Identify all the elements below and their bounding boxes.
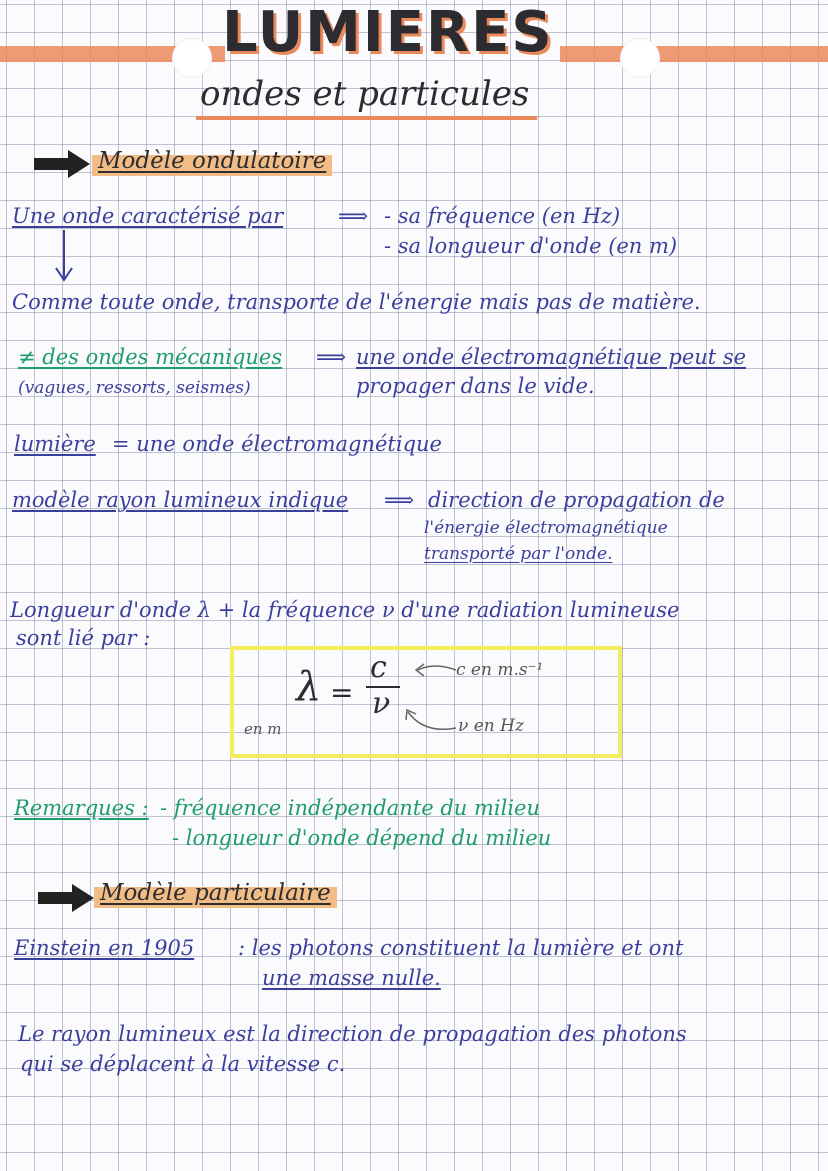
ray-model-label: modèle rayon lumineux indique xyxy=(12,488,349,512)
wave-prop-wavelength: - sa longueur d'onde (en m) xyxy=(384,234,678,258)
implies-arrow-icon: ⟹ xyxy=(316,345,347,369)
down-arrow-icon xyxy=(52,228,76,284)
remark-frequency: - fréquence indépendante du milieu xyxy=(160,796,540,820)
photon-ray-line1: Le rayon lumineux est la direction de propagation des photons xyxy=(18,1022,687,1046)
formula-denominator: ν xyxy=(372,686,391,721)
ray-def-line1: direction de propagation de xyxy=(428,488,725,512)
c-unit: c en m.s⁻¹ xyxy=(456,660,544,680)
formula-numerator: c xyxy=(370,650,387,685)
photon-ray-line2: qui se déplacent à la vitesse c. xyxy=(20,1052,346,1076)
remark-wavelength: - longueur d'onde dépend du milieu xyxy=(172,826,552,850)
light-definition: = une onde électromagnétique xyxy=(112,432,442,456)
page-subtitle: ondes et particules xyxy=(196,74,537,120)
unit-arrows-icon xyxy=(404,656,460,736)
mechanical-waves-label: ≠ des ondes mécaniques xyxy=(18,345,283,369)
relation-line2: sont lié par : xyxy=(16,626,151,650)
em-propagation-line1: une onde électromagnétique peut se xyxy=(356,345,747,369)
energy-line: Comme toute onde, transporte de l'énergie mais pas de matière. xyxy=(12,290,701,314)
ray-def-line2: l'énergie électromagnétique xyxy=(424,518,668,538)
wave-label: Une onde caractérisé par xyxy=(12,204,284,228)
punch-hole-left xyxy=(172,38,212,78)
section-heading-particle: Modèle particulaire xyxy=(94,878,337,908)
section-heading-wave: Modèle ondulatoire xyxy=(92,146,332,176)
ray-def-line3: transporté par l'onde. xyxy=(424,544,613,564)
em-propagation-line2: propager dans le vide. xyxy=(356,374,595,398)
nu-unit: ν en Hz xyxy=(458,716,524,736)
wave-prop-frequency: - sa fréquence (en Hz) xyxy=(384,204,621,228)
section-arrow-icon xyxy=(34,150,90,178)
einstein-line1: : les photons constituent la lumière et ont xyxy=(238,936,684,960)
remarks-label: Remarques : xyxy=(14,796,149,820)
lambda-unit: en m xyxy=(244,720,282,738)
light-label: lumière xyxy=(14,432,96,456)
mechanical-waves-examples: (vagues, ressorts, seismes) xyxy=(18,378,251,398)
implies-arrow-icon: ⟹ xyxy=(338,204,369,228)
formula-lambda: λ xyxy=(296,664,322,710)
relation-line1: Longueur d'onde λ + la fréquence ν d'une radiation lumineuse xyxy=(10,598,680,622)
punch-hole-right xyxy=(620,38,660,78)
formula-equals: = xyxy=(330,676,354,709)
page-title: LUMIERES xyxy=(222,0,554,65)
einstein-line2: une masse nulle. xyxy=(262,966,441,990)
implies-arrow-icon: ⟹ xyxy=(384,488,415,512)
einstein-label: Einstein en 1905 xyxy=(14,936,195,960)
section-arrow-icon xyxy=(38,884,94,912)
header-stripe-right xyxy=(560,46,828,62)
